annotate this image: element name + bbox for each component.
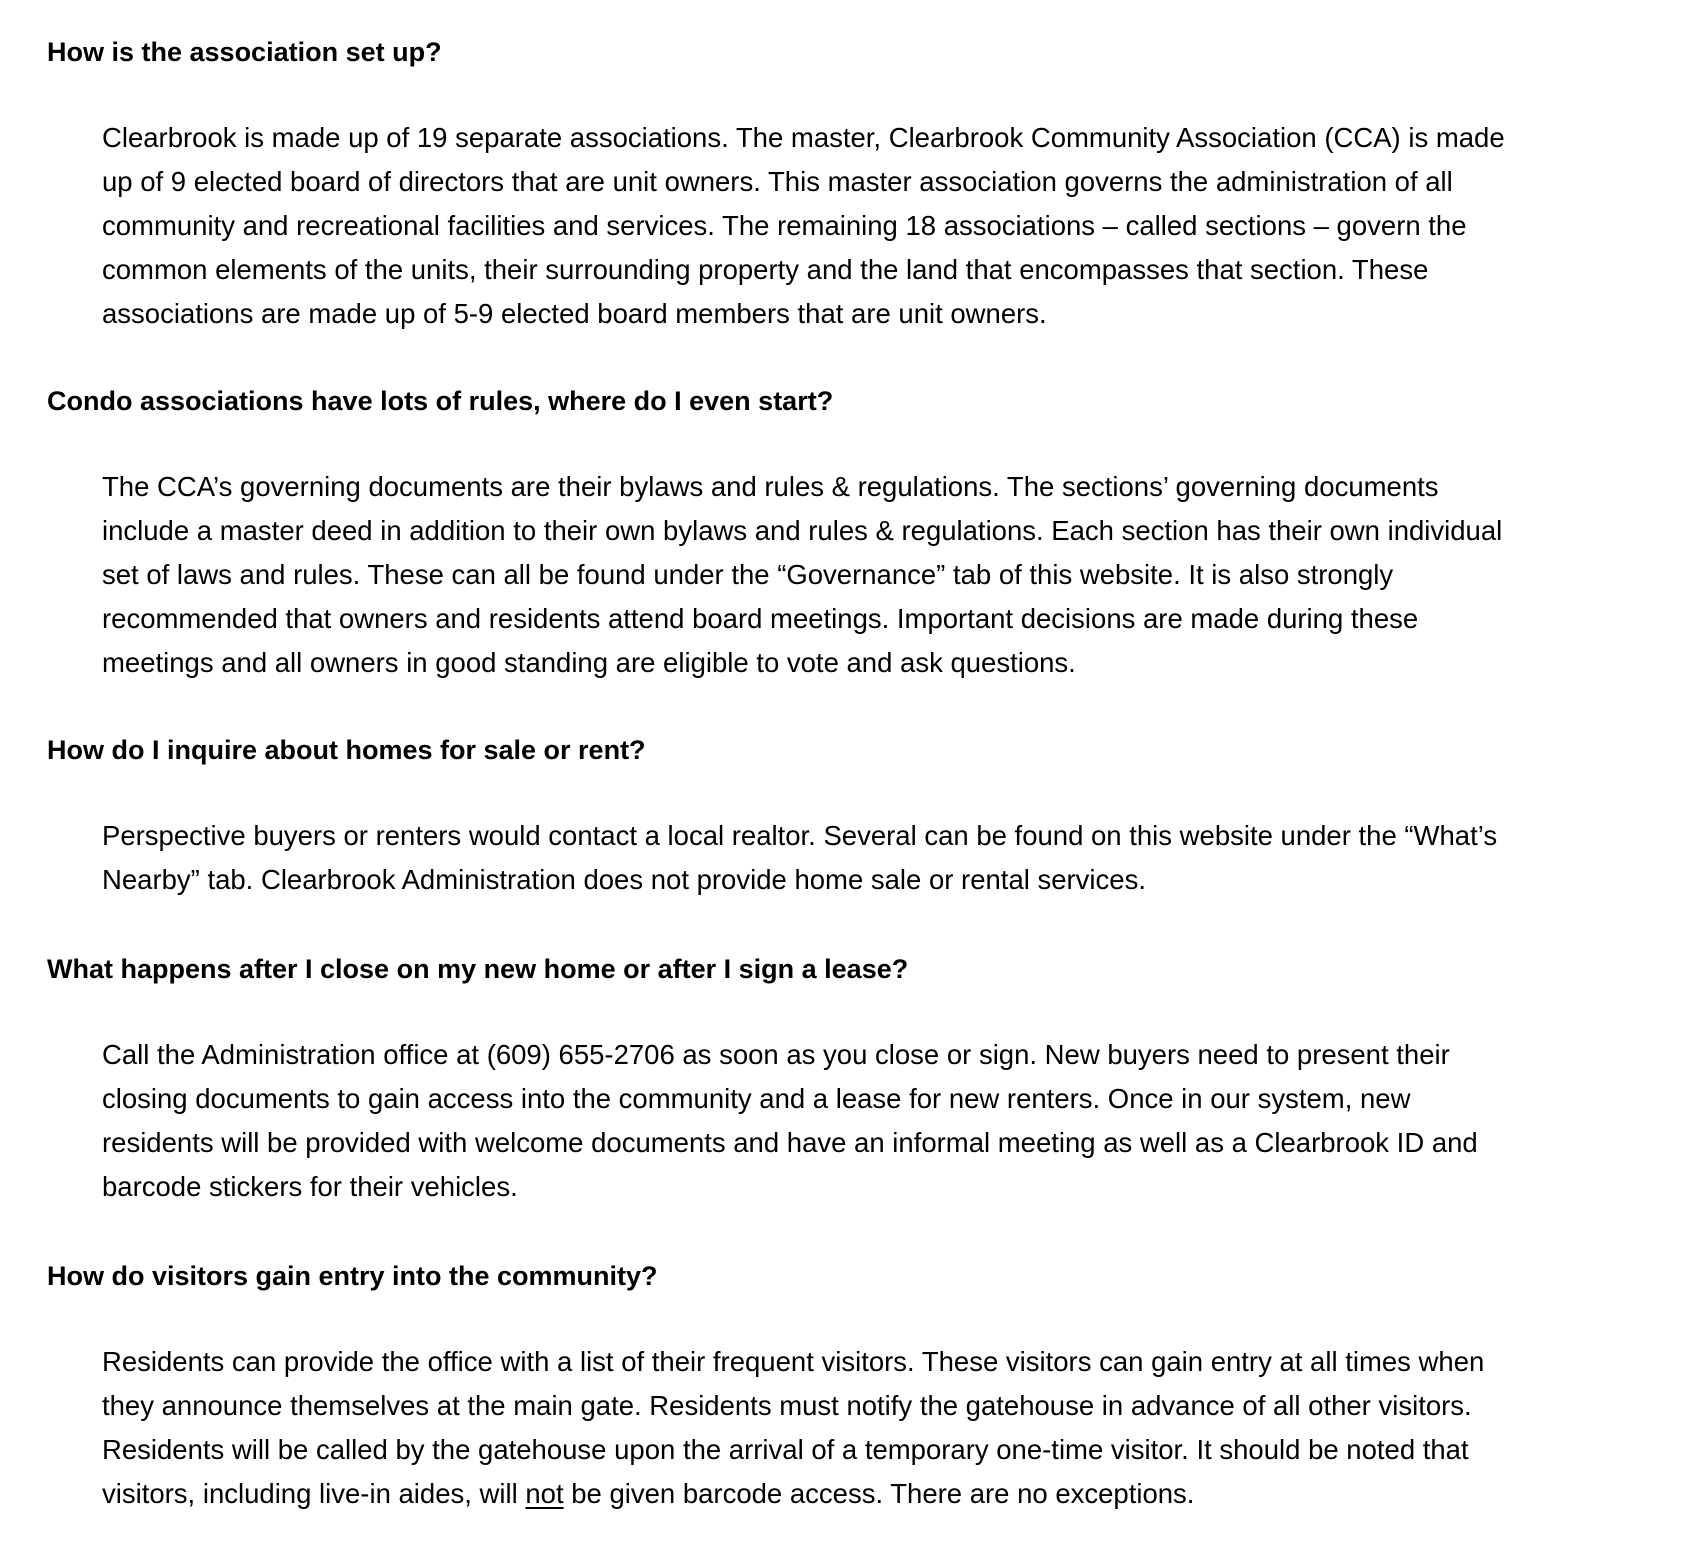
answer-line: recommended that owners and residents attend board meetings. Important decisions are made during these xyxy=(102,603,1419,634)
faq-answer xyxy=(102,465,1692,685)
answer-line: closing documents to gain access into the community and a lease for new renters. Once in our system, new xyxy=(102,1083,1411,1114)
answer-line: Clearbrook is made up of 19 separate associations. The master, Clearbrook Community Association (CCA) is made xyxy=(102,122,1505,153)
answer-line: common elements of the units, their surrounding property and the land that encompasses that section. These xyxy=(102,254,1429,285)
answer-line: Residents can provide the office with a list of their frequent visitors. These visitors can gain entry at all times when xyxy=(102,1346,1485,1377)
answer-line: meetings and all owners in good standing are eligible to vote and ask questions. xyxy=(102,647,1076,678)
answer-line: they announce themselves at the main gate. Residents must notify the gatehouse in advance of all other visitors. xyxy=(102,1390,1472,1421)
answer-line: associations are made up of 5-9 elected board members that are unit owners. xyxy=(102,298,1047,329)
answer-line: community and recreational facilities and services. The remaining 18 associations – called sections – govern the xyxy=(102,210,1467,241)
answer-line: set of laws and rules. These can all be found under the “Governance” tab of this website. It is also strongly xyxy=(102,559,1394,590)
answer-line: Perspective buyers or renters would contact a local realtor. Several can be found on this website under the “What’s xyxy=(102,820,1498,851)
faq-answer xyxy=(102,814,1692,902)
faq-answer xyxy=(102,1033,1692,1209)
faq-question: What happens after I close on my new home or after I sign a lease? xyxy=(47,954,909,984)
faq-answer xyxy=(102,1340,1692,1516)
answer-line: up of 9 elected board of directors that are unit owners. This master association governs the administration of all xyxy=(102,166,1453,197)
faq-question: How do visitors gain entry into the community? xyxy=(47,1261,658,1291)
faq-question: How do I inquire about homes for sale or rent? xyxy=(47,735,646,765)
answer-line: Call the Administration office at (609) 655-2706 as soon as you close or sign. New buyers need to present their xyxy=(102,1039,1450,1070)
faq-question: How is the association set up? xyxy=(47,37,442,67)
faq-answer xyxy=(102,116,1692,336)
answer-line xyxy=(102,1472,1692,1516)
answer-line: Nearby” tab. Clearbrook Administration does not provide home sale or rental services. xyxy=(102,864,1146,895)
answer-text: be given barcode access. There are no exceptions. xyxy=(563,1478,1195,1509)
answer-line: Residents will be called by the gatehouse upon the arrival of a temporary one-time visitor. It should be noted that xyxy=(102,1434,1469,1465)
answer-line: The CCA’s governing documents are their bylaws and rules & regulations. The sections’ governing documents xyxy=(102,471,1439,502)
underlined-emphasis: not xyxy=(525,1478,564,1509)
answer-line: residents will be provided with welcome documents and have an informal meeting as well as a Clearbrook ID and xyxy=(102,1127,1478,1158)
answer-text: visitors, including live-in aides, will xyxy=(102,1478,526,1509)
answer-line: barcode stickers for their vehicles. xyxy=(102,1171,518,1202)
answer-line: include a master deed in addition to their own bylaws and rules & regulations. Each section has their own individual xyxy=(102,515,1503,546)
faq-question: Condo associations have lots of rules, where do I even start? xyxy=(47,386,834,416)
